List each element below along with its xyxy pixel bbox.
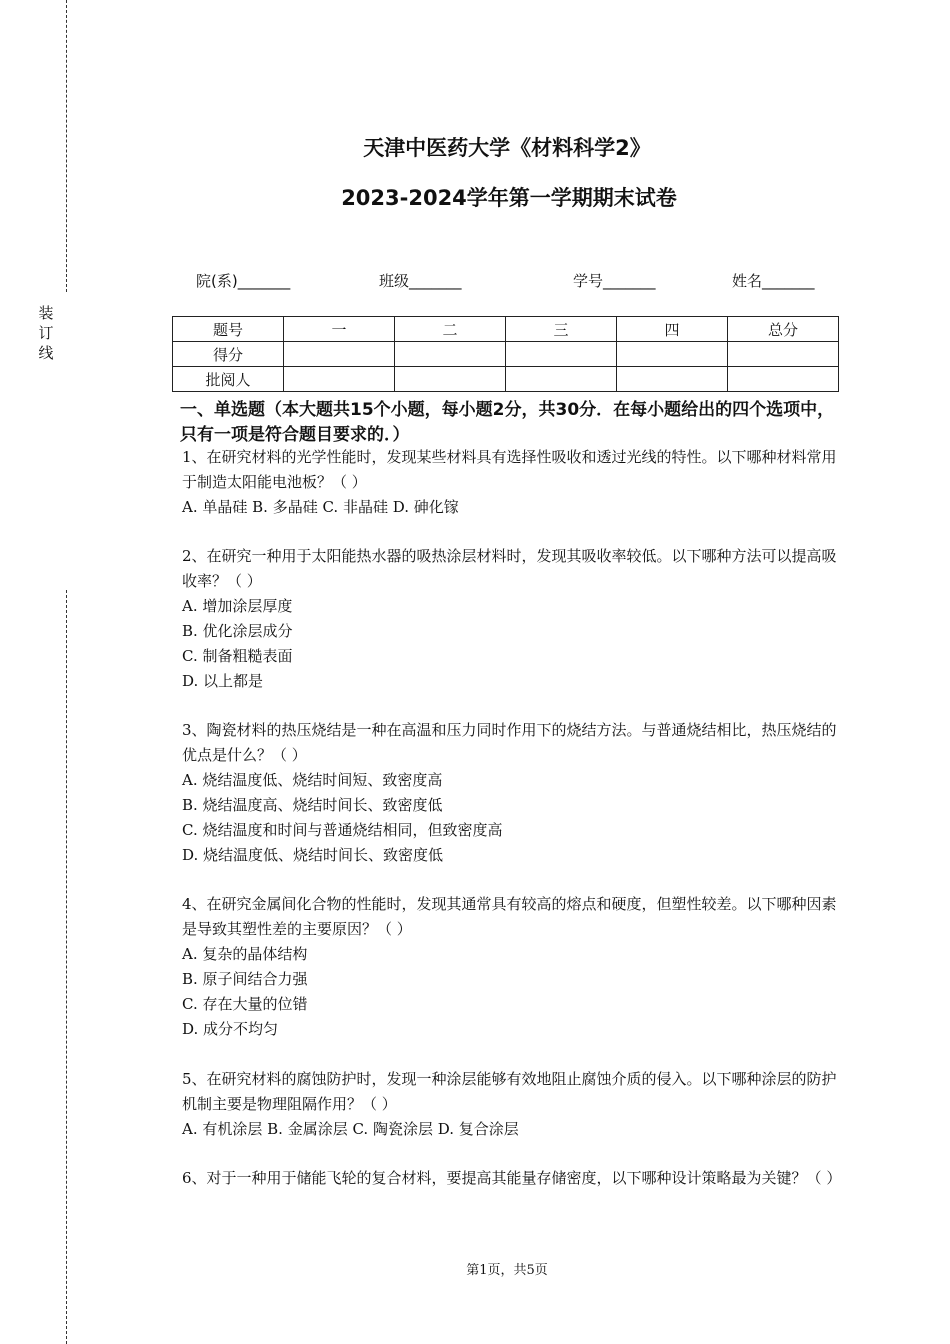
question-3: [182, 718, 842, 868]
option-c: C. 存在大量的位错: [182, 995, 308, 1013]
option-d: D. 以上都是: [182, 672, 264, 690]
grader-cell: [728, 367, 839, 392]
option-d: D. 成分不均匀: [182, 1020, 279, 1038]
grader-row-label: 批阅人: [173, 367, 284, 392]
score-row-label: 得分: [173, 342, 284, 367]
question-options: A. 有机涂层 B. 金属涂层 C. 陶瓷涂层 D. 复合涂层: [182, 1120, 519, 1138]
question-stem: 2、在研究一种用于太阳能热水器的吸热涂层材料时，发现其吸收率较低。以下哪种方法可以提高吸收率？（ ）: [182, 547, 837, 590]
section-heading: 一、单选题（本大题共15个小题，每小题2分，共30分．在每小题给出的四个选项中，只有一项是符合题目要求的．）: [180, 400, 835, 445]
class-field: 班级_______: [379, 272, 462, 290]
option-a: A. 烧结温度低、烧结时间短、致密度高: [182, 771, 443, 789]
score-header-cell: 一: [284, 317, 395, 342]
grader-cell: [395, 367, 506, 392]
score-cell: [728, 342, 839, 367]
question-stem: 6、对于一种用于储能飞轮的复合材料，要提高其能量存储密度，以下哪种设计策略最为关键？（ ）: [182, 1169, 842, 1187]
score-header-cell: 题号: [173, 317, 284, 342]
option-a: A. 增加涂层厚度: [182, 597, 293, 615]
exam-title: 天津中医药大学《材料科学2》: [363, 136, 651, 160]
question-stem: 5、在研究材料的腐蚀防护时，发现一种涂层能够有效地阻止腐蚀介质的侵入。以下哪种涂层的防护机制主要是物理阻隔作用？（ ）: [182, 1070, 837, 1113]
question-5: [182, 1067, 842, 1142]
score-cell: [395, 342, 506, 367]
option-c: C. 烧结温度和时间与普通烧结相同，但致密度高: [182, 821, 503, 839]
score-header-cell: 二: [395, 317, 506, 342]
option-a: A. 复杂的晶体结构: [182, 945, 308, 963]
score-header-cell: 三: [506, 317, 617, 342]
option-b: B. 烧结温度高、烧结时间长、致密度低: [182, 796, 443, 814]
exam-subtitle: 2023-2024学年第一学期期末试卷: [341, 186, 677, 210]
option-b: B. 优化涂层成分: [182, 622, 293, 640]
score-cell: [284, 342, 395, 367]
option-c: C. 制备粗糙表面: [182, 647, 293, 665]
grader-cell: [284, 367, 395, 392]
question-1: [182, 445, 842, 520]
question-2: [182, 544, 842, 694]
score-header-cell: 总分: [728, 317, 839, 342]
score-table-header-row: [173, 317, 839, 342]
question-stem: 1、在研究材料的光学性能时，发现某些材料具有选择性吸收和透过光线的特性。以下哪种材料常用于制造太阳能电池板？（ ）: [182, 448, 837, 491]
option-b: B. 原子间结合力强: [182, 970, 308, 988]
score-table: [172, 316, 839, 392]
question-stem: 3、陶瓷材料的热压烧结是一种在高温和压力同时作用下的烧结方法。与普通烧结相比，热压烧结的优点是什么？（ ）: [182, 721, 837, 764]
score-cell: [506, 342, 617, 367]
question-stem: 4、在研究金属间化合物的性能时，发现其通常具有较高的熔点和硬度，但塑性较差。以下哪种因素是导致其塑性差的主要原因？（ ）: [182, 895, 837, 938]
question-6: [182, 1166, 842, 1191]
grader-cell: [617, 367, 728, 392]
binding-line-bottom: [66, 590, 67, 1344]
grader-cell: [506, 367, 617, 392]
page-footer: 第1页，共5页: [466, 1263, 548, 1278]
grader-row: [173, 367, 839, 392]
score-row: [173, 342, 839, 367]
binding-label: 装订线: [38, 304, 54, 362]
dept-field: 院(系)_______: [196, 272, 291, 290]
question-4: [182, 892, 842, 1042]
name-field: 姓名_______: [732, 272, 815, 290]
score-cell: [617, 342, 728, 367]
question-options: A. 单晶硅 B. 多晶硅 C. 非晶硅 D. 砷化镓: [182, 498, 459, 516]
score-header-cell: 四: [617, 317, 728, 342]
option-d: D. 烧结温度低、烧结时间长、致密度低: [182, 846, 444, 864]
student-id-field: 学号_______: [573, 272, 656, 290]
